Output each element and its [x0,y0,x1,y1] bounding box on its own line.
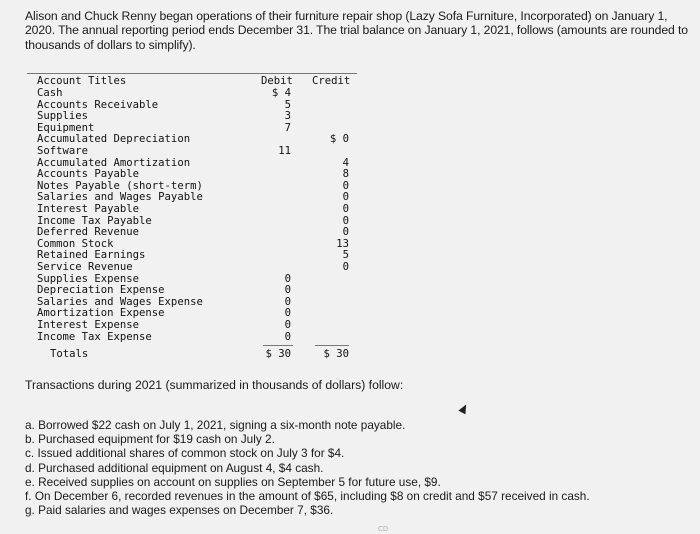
cell-title: Depreciation Expense [37,284,165,297]
cell-debit: $ 4 [271,87,291,99]
cell-debit: 7 [284,121,291,134]
cell-credit: 0 [342,179,349,192]
transactions-intro: Transactions during 2021 (summarized in thousands of dollars) follow: [25,378,404,392]
cell-title: Salaries and Wages Expense [37,295,203,308]
cell-credit: 0 [342,203,349,215]
transaction-item: g. Paid salaries and wages expenses on December 7, $36. [25,503,334,518]
transaction-item: f. On December 6, recorded revenues in the amount of $65, including $8 on credit and $57 received in cash. [25,489,590,504]
cell-title: Accumulated Amortization [37,156,191,169]
cell-credit: 0 [342,226,349,239]
transaction-item: e. Received supplies on account on supplies on September 5 for future use, $9. [25,474,441,489]
cell-title: Interest Expense [37,319,140,331]
table-top-rule [27,73,357,74]
table-row [27,332,357,344]
totals-debit: $ 30 [265,348,291,361]
cell-debit: 11 [278,145,291,157]
header-account-titles: Account Titles [37,75,127,87]
transaction-item: a. Borrowed $22 cash on July 1, 2021, signing a six-month note payable. [25,418,406,432]
cell-title: Income Tax Payable [37,214,152,227]
cell-title: Cash [37,87,63,99]
cell-title: Accumulated Depreciation [37,133,191,146]
table-row [27,262,357,274]
cell-credit: 0 [342,261,349,273]
cell-title: Service Revenue [37,261,133,273]
cell-credit: 0 [342,191,349,204]
cell-title: Interest Payable [37,203,140,215]
cell-title: Equipment [37,121,95,134]
totals-credit: $ 30 [323,348,349,361]
transaction-item: b. Purchased equipment for $19 cash on July 2. [25,432,275,447]
table-row [27,88,357,100]
cell-credit: 4 [342,156,349,169]
cell-debit: 0 [284,295,291,308]
cell-credit: 5 [342,249,349,262]
cell-title: Common Stock [37,237,114,250]
cell-title: Software [37,145,89,157]
cell-title: Income Tax Expense [37,330,152,343]
header-debit: Debit [261,75,293,87]
cell-debit: 0 [284,284,291,297]
table-row [27,146,357,158]
cell-title: Salaries and Wages Payable [37,191,203,204]
cell-title: Supplies Expense [37,272,140,285]
cell-credit: 13 [336,237,349,250]
cell-debit: 0 [284,307,291,320]
cell-debit: 0 [284,272,291,285]
cell-debit: 0 [284,330,291,343]
transaction-item: d. Purchased additional equipment on August 4, $4 cash. [25,460,324,475]
transaction-item: c. Issued additional shares of common stock on July 3 for $4. [25,446,345,461]
transactions-list [25,418,695,517]
header-credit: Credit [312,75,351,87]
cell-credit: 0 [342,214,349,227]
totals-rule [263,345,293,346]
cell-credit: 8 [342,168,349,181]
cell-title: Notes Payable (short-term) [37,179,203,192]
mouse-cursor-icon [458,403,469,415]
logo-icon: CD [378,526,389,533]
table-header-row [27,76,357,88]
cell-title: Supplies [37,110,89,123]
table-row [27,320,357,332]
cell-title: Accounts Payable [37,168,140,181]
cell-title: Retained Earnings [37,249,146,262]
cell-debit: 3 [284,110,291,123]
problem-intro: Alison and Chuck Renny began operations of their furniture repair shop (Lazy Sofa Furniture, Incorporated) on January 1, 2020. The annual reporting period ends December 31. The trial balance on January 1, 2021, follows (amounts are rounded to thousands of dollars to simplify). [25,9,688,52]
table-row [27,204,357,216]
totals-row [27,349,357,361]
trial-balance-table [27,73,357,368]
cell-title: Deferred Revenue [37,226,140,239]
cell-title: Amortization Expense [37,307,165,320]
totals-title: Totals [50,348,89,361]
totals-rule [315,345,349,346]
cell-title: Accounts Receivable [37,98,159,111]
cell-debit: 5 [284,98,291,111]
cell-credit: $ 0 [329,133,349,146]
cell-debit: 0 [284,319,291,331]
